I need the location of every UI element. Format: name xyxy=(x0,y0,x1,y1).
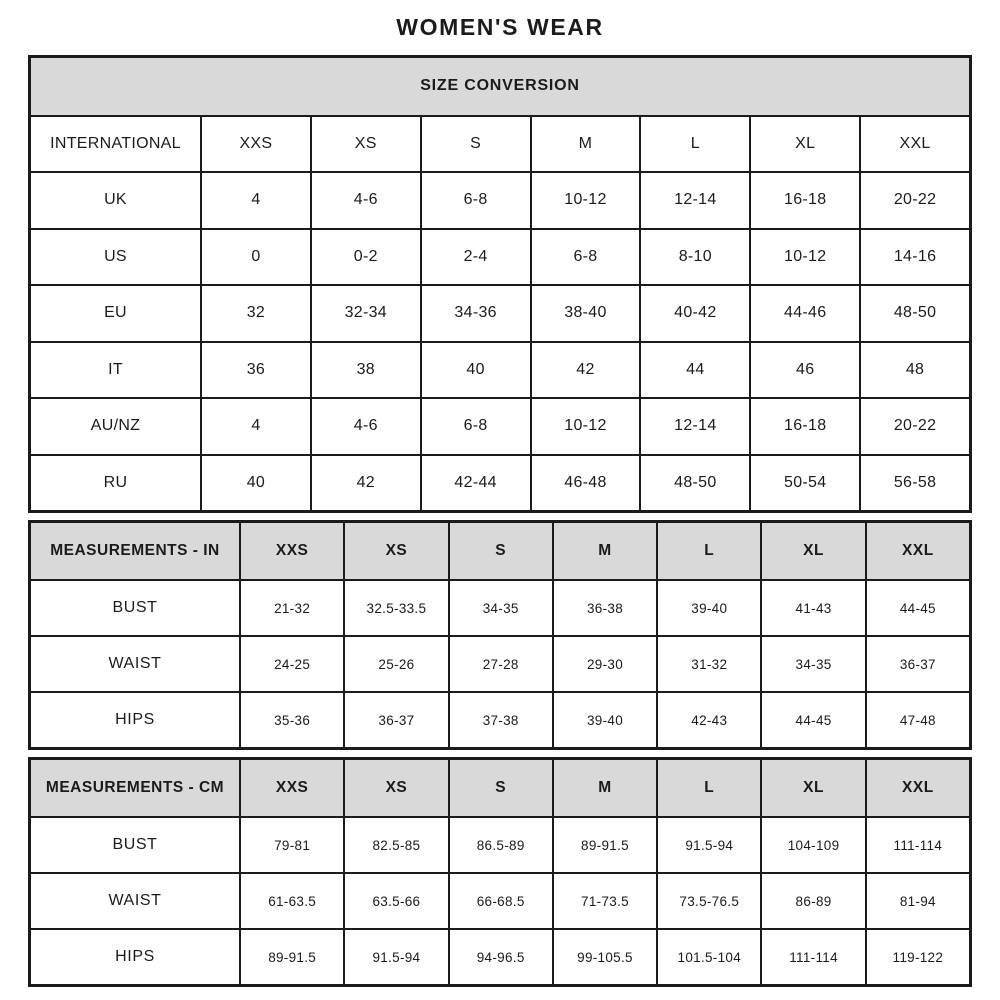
table-cell: 35-36 xyxy=(239,691,343,747)
table-banner: SIZE CONVERSION xyxy=(31,58,969,115)
measurements-cm-table xyxy=(28,757,972,987)
table-cell: 31-32 xyxy=(656,635,760,691)
table-cell: 36-37 xyxy=(343,691,447,747)
column-header: XXS xyxy=(239,760,343,816)
table-cell: 46-48 xyxy=(530,454,640,511)
table-cell: 6-8 xyxy=(420,171,530,228)
table-cell: 34-36 xyxy=(420,284,530,341)
table-cell: 119-122 xyxy=(865,928,969,984)
table-cell: 6-8 xyxy=(420,397,530,454)
table-cell: 91.5-94 xyxy=(343,928,447,984)
table-cell: 86.5-89 xyxy=(448,816,552,872)
table-cell: 61-63.5 xyxy=(239,872,343,928)
table-cell: 10-12 xyxy=(530,171,640,228)
table-cell: 32-34 xyxy=(310,284,420,341)
row-label: UK xyxy=(31,171,200,228)
column-header: M xyxy=(552,760,656,816)
column-header: S xyxy=(448,523,552,579)
table-cell: 111-114 xyxy=(760,928,864,984)
table-cell: 89-91.5 xyxy=(239,928,343,984)
table-title-cell: MEASUREMENTS - CM xyxy=(31,760,239,816)
table-cell: 42-44 xyxy=(420,454,530,511)
table-cell: 99-105.5 xyxy=(552,928,656,984)
table-cell: 48 xyxy=(859,341,969,398)
table-cell: 39-40 xyxy=(656,579,760,635)
table-cell: 36-38 xyxy=(552,579,656,635)
table-cell: 21-32 xyxy=(239,579,343,635)
row-label: BUST xyxy=(31,579,239,635)
page-title: WOMEN'S WEAR xyxy=(396,14,604,40)
table-cell: 39-40 xyxy=(552,691,656,747)
table-cell: 63.5-66 xyxy=(343,872,447,928)
row-label: EU xyxy=(31,284,200,341)
table-cell: 20-22 xyxy=(859,171,969,228)
column-header: L xyxy=(656,760,760,816)
table-cell: 44-45 xyxy=(760,691,864,747)
table-cell: 29-30 xyxy=(552,635,656,691)
row-label: HIPS xyxy=(31,928,239,984)
column-header: M xyxy=(552,523,656,579)
table-cell: 44-45 xyxy=(865,579,969,635)
column-header: L xyxy=(639,115,749,172)
table-cell: 40 xyxy=(420,341,530,398)
table-cell: 16-18 xyxy=(749,397,859,454)
table-cell: 4 xyxy=(200,171,310,228)
table-cell: 0 xyxy=(200,228,310,285)
table-cell: 71-73.5 xyxy=(552,872,656,928)
column-header: XS xyxy=(310,115,420,172)
table-cell: 36-37 xyxy=(865,635,969,691)
table-cell: 42 xyxy=(310,454,420,511)
table-cell: 2-4 xyxy=(420,228,530,285)
table-cell: 25-26 xyxy=(343,635,447,691)
table-cell: 44-46 xyxy=(749,284,859,341)
table-cell: 34-35 xyxy=(448,579,552,635)
table-cell: 79-81 xyxy=(239,816,343,872)
table-cell: 4-6 xyxy=(310,397,420,454)
table-cell: 94-96.5 xyxy=(448,928,552,984)
table-cell: 40 xyxy=(200,454,310,511)
column-header: XXL xyxy=(865,523,969,579)
table-cell: 91.5-94 xyxy=(656,816,760,872)
table-cell: 50-54 xyxy=(749,454,859,511)
table-cell: 82.5-85 xyxy=(343,816,447,872)
table-cell: 24-25 xyxy=(239,635,343,691)
table-cell: 6-8 xyxy=(530,228,640,285)
column-header: XXS xyxy=(200,115,310,172)
column-header: M xyxy=(530,115,640,172)
row-label: RU xyxy=(31,454,200,511)
table-cell: 32 xyxy=(200,284,310,341)
row-label: WAIST xyxy=(31,635,239,691)
column-header: XXL xyxy=(859,115,969,172)
column-header: XL xyxy=(760,523,864,579)
table-cell: 40-42 xyxy=(639,284,749,341)
row-label: IT xyxy=(31,341,200,398)
table-cell: 34-35 xyxy=(760,635,864,691)
table-cell: 48-50 xyxy=(859,284,969,341)
table-cell: 104-109 xyxy=(760,816,864,872)
table-cell: 12-14 xyxy=(639,397,749,454)
table-title-cell: MEASUREMENTS - IN xyxy=(31,523,239,579)
column-header: XL xyxy=(760,760,864,816)
table-cell: 89-91.5 xyxy=(552,816,656,872)
column-header: L xyxy=(656,523,760,579)
table-cell: 16-18 xyxy=(749,171,859,228)
table-cell: 8-10 xyxy=(639,228,749,285)
column-header: S xyxy=(448,760,552,816)
column-header: XS xyxy=(343,760,447,816)
table-cell: 20-22 xyxy=(859,397,969,454)
table-cell: 56-58 xyxy=(859,454,969,511)
table-cell: 37-38 xyxy=(448,691,552,747)
table-cell: 10-12 xyxy=(749,228,859,285)
table-cell: 38-40 xyxy=(530,284,640,341)
table-cell: 111-114 xyxy=(865,816,969,872)
table-title-cell: INTERNATIONAL xyxy=(31,115,200,172)
size-conversion-table xyxy=(28,55,972,513)
table-cell: 36 xyxy=(200,341,310,398)
column-header: S xyxy=(420,115,530,172)
table-cell: 4 xyxy=(200,397,310,454)
table-cell: 66-68.5 xyxy=(448,872,552,928)
table-cell: 47-48 xyxy=(865,691,969,747)
table-cell: 27-28 xyxy=(448,635,552,691)
table-cell: 42 xyxy=(530,341,640,398)
column-header: XL xyxy=(749,115,859,172)
column-header: XXS xyxy=(239,523,343,579)
measurements-in-table xyxy=(28,520,972,750)
table-cell: 12-14 xyxy=(639,171,749,228)
table-cell: 48-50 xyxy=(639,454,749,511)
table-cell: 0-2 xyxy=(310,228,420,285)
table-cell: 10-12 xyxy=(530,397,640,454)
row-label: US xyxy=(31,228,200,285)
table-cell: 42-43 xyxy=(656,691,760,747)
column-header: XXL xyxy=(865,760,969,816)
row-label: AU/NZ xyxy=(31,397,200,454)
table-cell: 101.5-104 xyxy=(656,928,760,984)
column-header: XS xyxy=(343,523,447,579)
table-cell: 38 xyxy=(310,341,420,398)
table-cell: 81-94 xyxy=(865,872,969,928)
table-cell: 44 xyxy=(639,341,749,398)
row-label: HIPS xyxy=(31,691,239,747)
table-cell: 73.5-76.5 xyxy=(656,872,760,928)
table-cell: 41-43 xyxy=(760,579,864,635)
table-cell: 14-16 xyxy=(859,228,969,285)
row-label: BUST xyxy=(31,816,239,872)
table-cell: 32.5-33.5 xyxy=(343,579,447,635)
table-cell: 4-6 xyxy=(310,171,420,228)
row-label: WAIST xyxy=(31,872,239,928)
table-cell: 46 xyxy=(749,341,859,398)
table-cell: 86-89 xyxy=(760,872,864,928)
